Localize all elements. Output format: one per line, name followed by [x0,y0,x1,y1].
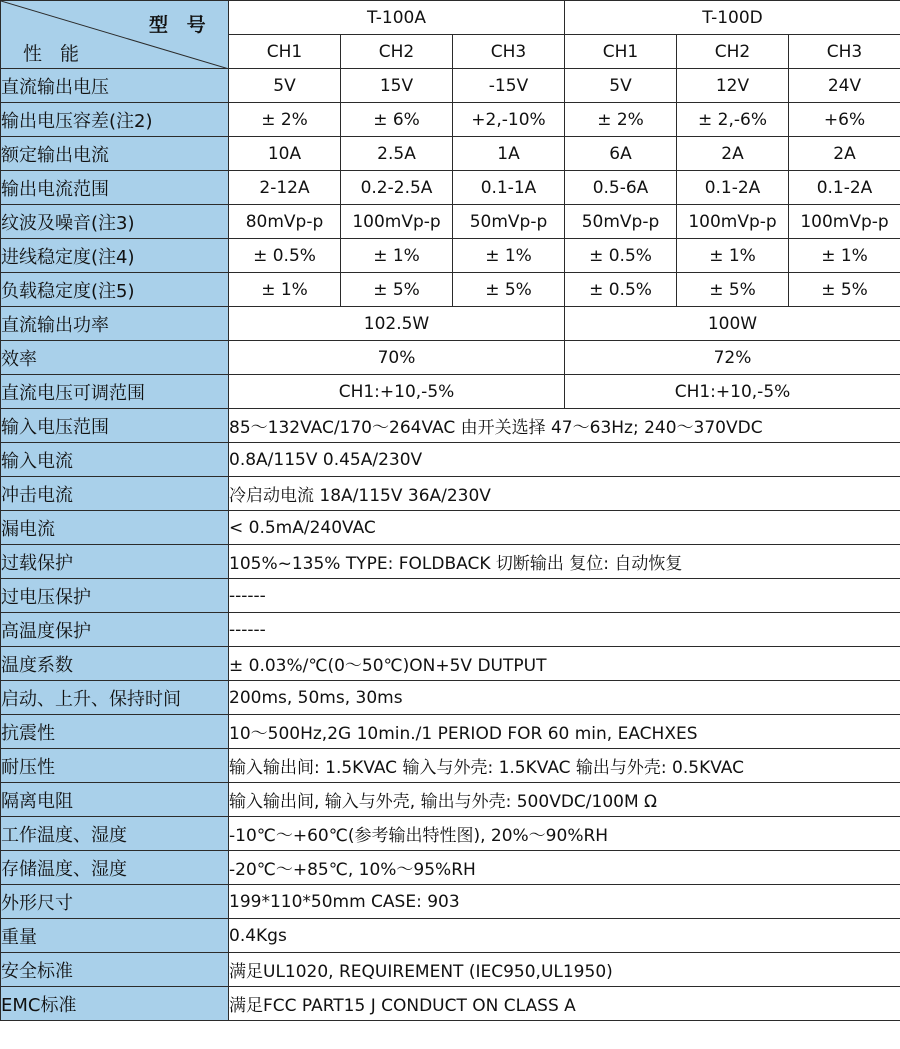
row-label: 外形尺寸 [1,885,229,919]
channel-value: ± 1% [453,239,565,273]
channel-value: ± 2% [229,103,341,137]
row-label: 漏电流 [1,511,229,545]
channel-value: ± 1% [789,239,900,273]
model-value: 72% [565,341,900,375]
spec-row [1,103,900,137]
shared-value: 10～500Hz,2G 10min./1 PERIOD FOR 60 min, EACHXES [229,715,900,749]
header-corner-cell [1,1,229,69]
channel-value: 50mVp-p [565,205,677,239]
spec-row [1,239,900,273]
spec-row [1,817,900,851]
spec-row [1,69,900,103]
channel-header: CH3 [789,35,900,69]
row-label: 温度系数 [1,647,229,681]
shared-value: < 0.5mA/240VAC [229,511,900,545]
channel-value: ± 1% [677,239,789,273]
shared-value: 200ms, 50ms, 30ms [229,681,900,715]
model-value: CH1:+10,-5% [565,375,900,409]
spec-row [1,579,900,613]
shared-value: 冷启动电流 18A/115V 36A/230V [229,477,900,511]
channel-value: ± 5% [677,273,789,307]
channel-header: CH1 [565,35,677,69]
channel-value: 24V [789,69,900,103]
shared-value: 满足FCC PART15 J CONDUCT ON CLASS A [229,987,900,1021]
channel-header: CH1 [229,35,341,69]
channel-value: ± 2,-6% [677,103,789,137]
channel-value: 1A [453,137,565,171]
row-label: 进线稳定度(注4) [1,239,229,273]
spec-row [1,511,900,545]
channel-value: 5V [229,69,341,103]
channel-value: ± 0.5% [229,239,341,273]
shared-value: -20℃～+85℃, 10%～95%RH [229,851,900,885]
shared-value: 105%~135% TYPE: FOLDBACK 切断输出 复位: 自动恢复 [229,545,900,579]
channel-value: ± 5% [789,273,900,307]
channel-value: ± 1% [229,273,341,307]
model-value: CH1:+10,-5% [229,375,565,409]
spec-row [1,307,900,341]
row-label: 额定输出电流 [1,137,229,171]
row-label: 纹波及噪音(注3) [1,205,229,239]
channel-value: ± 1% [341,239,453,273]
header-row-models [1,1,900,35]
model-value: 70% [229,341,565,375]
row-label: 隔离电阻 [1,783,229,817]
spec-row [1,919,900,953]
spec-row [1,987,900,1021]
channel-value: 2A [677,137,789,171]
channel-value: 2.5A [341,137,453,171]
row-label: 输入电压范围 [1,409,229,443]
performance-header-label: 性 能 [23,43,86,65]
channel-value: 10A [229,137,341,171]
spec-row [1,375,900,409]
channel-value: ± 0.5% [565,273,677,307]
shared-value: -10℃～+60℃(参考输出特性图), 20%～90%RH [229,817,900,851]
spec-row [1,477,900,511]
spec-row [1,205,900,239]
spec-row [1,749,900,783]
row-label: 冲击电流 [1,477,229,511]
channel-value: 80mVp-p [229,205,341,239]
model-header-t100a: T-100A [229,1,565,35]
row-label: 启动、上升、保持时间 [1,681,229,715]
row-label: 抗震性 [1,715,229,749]
channel-value: 2A [789,137,900,171]
row-label: 输出电流范围 [1,171,229,205]
model-value: 102.5W [229,307,565,341]
channel-value: 50mVp-p [453,205,565,239]
spec-row [1,885,900,919]
shared-value: 0.4Kgs [229,919,900,953]
channel-value: 0.1-1A [453,171,565,205]
channel-value: 2-12A [229,171,341,205]
row-label: 直流电压可调范围 [1,375,229,409]
channel-value: +2,-10% [453,103,565,137]
shared-value: 输入输出间: 1.5KVAC 输入与外壳: 1.5KVAC 输出与外壳: 0.5KVAC [229,749,900,783]
shared-value: ------ [229,613,900,647]
row-label: 工作温度、湿度 [1,817,229,851]
spec-row [1,341,900,375]
spec-row [1,715,900,749]
channel-value: ± 5% [341,273,453,307]
spec-row [1,613,900,647]
channel-value: 100mVp-p [341,205,453,239]
channel-value: 100mVp-p [789,205,900,239]
channel-value: 15V [341,69,453,103]
channel-value: 5V [565,69,677,103]
shared-value: ------ [229,579,900,613]
channel-value: 0.1-2A [789,171,900,205]
channel-header: CH3 [453,35,565,69]
spec-row [1,783,900,817]
channel-value: +6% [789,103,900,137]
row-label: 输入电流 [1,443,229,477]
row-label: 安全标准 [1,953,229,987]
channel-value: -15V [453,69,565,103]
row-label: 过电压保护 [1,579,229,613]
shared-value: 满足UL1020, REQUIREMENT (IEC950,UL1950) [229,953,900,987]
channel-header: CH2 [341,35,453,69]
row-label: 负载稳定度(注5) [1,273,229,307]
shared-value: 85～132VAC/170～264VAC 由开关选择 47～63Hz; 240～370VDC [229,409,900,443]
row-label: 直流输出电压 [1,69,229,103]
row-label: EMC标准 [1,987,229,1021]
shared-value: 0.8A/115V 0.45A/230V [229,443,900,477]
spec-row [1,647,900,681]
shared-value: ± 0.03%/℃(0～50℃)ON+5V DUTPUT [229,647,900,681]
channel-value: 6A [565,137,677,171]
model-header-t100d: T-100D [565,1,900,35]
row-label: 过载保护 [1,545,229,579]
row-label: 高温度保护 [1,613,229,647]
row-label: 直流输出功率 [1,307,229,341]
shared-value: 199*110*50mm CASE: 903 [229,885,900,919]
spec-row [1,545,900,579]
spec-row [1,953,900,987]
channel-value: ± 0.5% [565,239,677,273]
channel-value: ± 6% [341,103,453,137]
channel-header: CH2 [677,35,789,69]
row-label: 耐压性 [1,749,229,783]
row-label: 重量 [1,919,229,953]
model-value: 100W [565,307,900,341]
row-label: 效率 [1,341,229,375]
row-label: 输出电压容差(注2) [1,103,229,137]
spec-row [1,681,900,715]
spec-row [1,851,900,885]
spec-row [1,137,900,171]
channel-value: 12V [677,69,789,103]
channel-value: 100mVp-p [677,205,789,239]
channel-value: 0.1-2A [677,171,789,205]
model-header-label: 型 号 [149,14,212,36]
channel-value: 0.2-2.5A [341,171,453,205]
spec-table-body [1,69,900,1021]
spec-row [1,273,900,307]
channel-value: 0.5-6A [565,171,677,205]
spec-row [1,171,900,205]
shared-value: 输入输出间, 输入与外壳, 输出与外壳: 500VDC/100M Ω [229,783,900,817]
row-label: 存储温度、湿度 [1,851,229,885]
spec-row [1,409,900,443]
channel-value: ± 2% [565,103,677,137]
spec-row [1,443,900,477]
channel-value: ± 5% [453,273,565,307]
